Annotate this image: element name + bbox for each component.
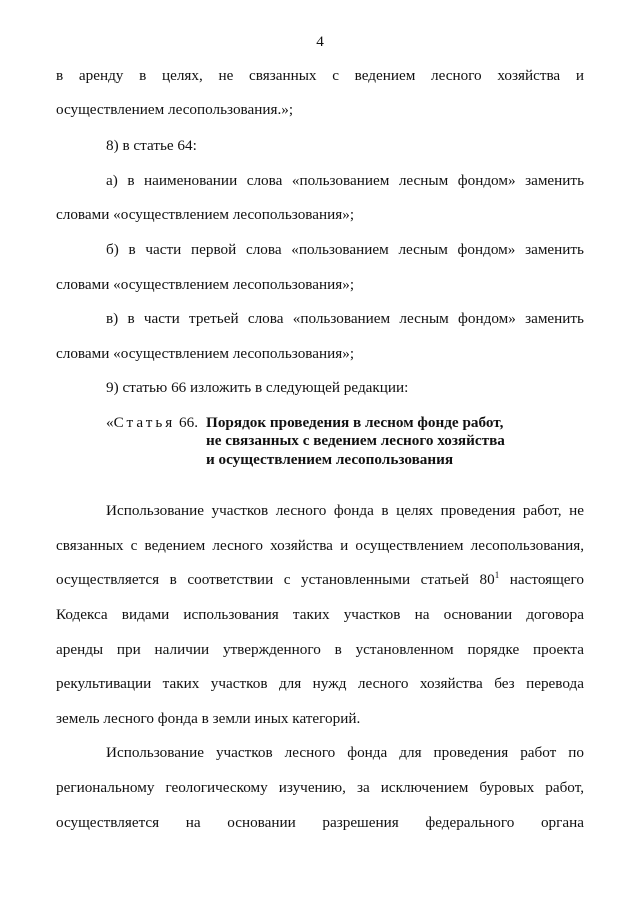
text-line: словами «осуществлением лесопользования»;: [56, 345, 355, 362]
paragraph-line: Кодекса видами использования таких участков на основании договора: [56, 606, 584, 623]
page-number: 4: [316, 33, 324, 50]
paragraph-line: региональному геологическому изучению, за исключением буровых работ,: [56, 779, 584, 796]
item-b-line: б) в части первой слова «пользованием лесным фондом» заменить: [106, 241, 584, 258]
article-title-line: и осуществлением лесопользования: [206, 451, 454, 468]
article-title-line: Порядок проведения в лесном фонде работ,: [206, 414, 504, 431]
paragraph-line: Использование участков лесного фонда для проведения работ по: [106, 744, 584, 761]
paragraph-line: осуществляется на основании разрешения федерального органа: [56, 814, 584, 831]
superscript: 1: [494, 570, 500, 580]
paragraph-line: связанных с ведением лесного хозяйства и осуществлением лесопользования,: [56, 537, 584, 554]
item-a-line: а) в наименовании слова «пользованием лесным фондом» заменить: [106, 172, 584, 189]
text-line: словами «осуществлением лесопользования»;: [56, 276, 355, 293]
text-line: осуществлением лесопользования.»;: [56, 101, 294, 118]
paragraph-line: осуществляется в соответствии с установленными статьей $80^1$ настоящего: [56, 570, 584, 588]
paragraph-line: аренды при наличии утвержденного в установленном порядке проекта: [56, 641, 584, 658]
text-line: словами «осуществлением лесопользования»;: [56, 206, 355, 223]
text-line: в аренду в целях, не связанных с ведением лесного хозяйства и: [56, 67, 584, 84]
paragraph-line: рекультивации таких участков для нужд лесного хозяйства без перевода: [56, 675, 584, 692]
paragraph-line: Использование участков лесного фонда в целях проведения работ, не: [106, 502, 584, 519]
article-prefix: «Статья 66.: [106, 414, 199, 431]
article-title-line: не связанных с ведением лесного хозяйства: [206, 432, 505, 449]
item-8-line: 8) в статье 64:: [106, 137, 197, 154]
item-9-line: 9) статью 66 изложить в следующей редакции:: [106, 379, 409, 396]
item-v-line: в) в части третьей слова «пользованием лесным фондом» заменить: [106, 310, 584, 327]
paragraph-line: земель лесного фонда в земли иных категорий.: [56, 710, 361, 727]
